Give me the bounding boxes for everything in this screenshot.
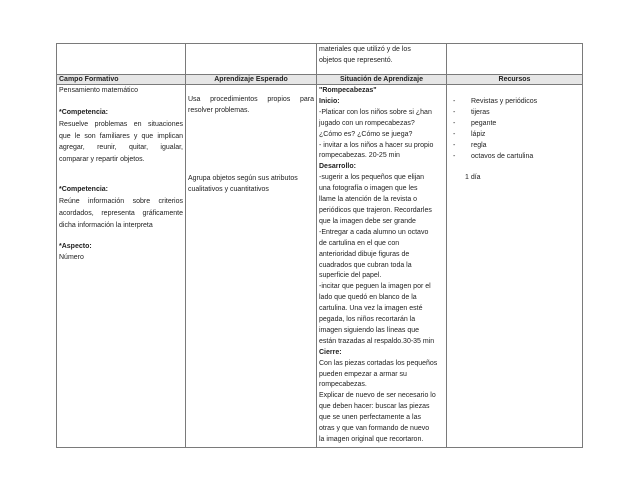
header-campo: Campo Formativo bbox=[57, 75, 186, 85]
continuation-cell-aprendizaje bbox=[186, 44, 317, 75]
aprendizaje-cell bbox=[186, 85, 317, 448]
aspecto-label: *Aspecto: bbox=[59, 243, 92, 251]
desarrollo-line: -incitar que peguen la imagen por el bbox=[319, 283, 431, 291]
desarrollo-line: -Entregar a cada alumno un octavo bbox=[319, 228, 429, 236]
situacion-title: "Rompecabezas" bbox=[319, 87, 377, 94]
campo-title: Pensamiento matemático bbox=[59, 87, 138, 94]
desarrollo-line: cuadrados que cubran toda la bbox=[319, 261, 412, 269]
cierre-line: Explicar de nuevo de ser necesario lo bbox=[319, 392, 436, 400]
cierre-line: que deben hacer: buscar las piezas bbox=[319, 403, 430, 411]
recurso-item: - lápiz bbox=[453, 130, 580, 141]
continuation-cell-situacion bbox=[317, 44, 447, 75]
recurso-item: - pegante bbox=[453, 119, 580, 130]
recurso-item: - Revistas y periódicos bbox=[453, 97, 580, 108]
recurso-item: - tijeras bbox=[453, 108, 580, 119]
continuation-row bbox=[57, 44, 583, 75]
aspecto-text: Número bbox=[59, 254, 84, 262]
cierre-line: la imagen original que recortaron. bbox=[319, 436, 424, 443]
header-aprendizaje: Aprendizaje Esperado bbox=[186, 75, 317, 85]
desarrollo-line: anterioridad dibuje figuras de bbox=[319, 250, 410, 258]
content-row bbox=[57, 85, 583, 448]
desarrollo-line: -sugerir a los pequeños que elijan bbox=[319, 174, 425, 182]
competencia-text: Reúne información sobre criterios acordados, representa gráficamente dicha información la interpreta bbox=[59, 197, 183, 229]
header-row bbox=[57, 75, 583, 85]
desarrollo-line: lado que quedó en blanco de la bbox=[319, 294, 417, 302]
aprendizaje-item: Usa procedimientos propios para resolver problemas. bbox=[188, 96, 314, 114]
inicio-line: - invitar a los niños a hacer su propio bbox=[319, 141, 434, 149]
campo-cell bbox=[57, 85, 186, 448]
desarrollo-line: están trazadas al respaldo.30-35 min bbox=[319, 337, 435, 345]
cierre-line: rompecabezas. bbox=[319, 381, 367, 389]
planning-page bbox=[56, 43, 582, 448]
continuation-line: objetos que representó. bbox=[319, 56, 393, 64]
lesson-plan-table bbox=[56, 43, 583, 448]
desarrollo-line: de cartulina en el que con bbox=[319, 239, 400, 247]
cierre-line: Con las piezas cortadas los pequeños bbox=[319, 359, 438, 367]
cierre-line: pueden empezar a armar su bbox=[319, 370, 407, 378]
recurso-item: - regla bbox=[453, 141, 580, 152]
desarrollo-line: que la imagen debe ser grande bbox=[319, 217, 416, 225]
aprendizaje-item: Agrupa objetos según sus atributos cualitativos y cuantitativos bbox=[188, 174, 298, 193]
situacion-cell bbox=[317, 85, 447, 448]
inicio-line: jugado con un rompecabezas? bbox=[319, 119, 415, 127]
desarrollo-line: imagen siguiendo las líneas que bbox=[319, 326, 420, 334]
inicio-line: ¿Cómo es? ¿Cómo se juega? bbox=[319, 130, 413, 138]
continuation-cell-recursos bbox=[447, 44, 583, 75]
competencia-label: *Competencia: bbox=[59, 186, 109, 193]
inicio-line: rompecabezas. 20-25 min bbox=[319, 152, 400, 160]
cierre-line: otras y que van formando de nuevo bbox=[319, 425, 430, 433]
desarrollo-line: superficie del papel. bbox=[319, 272, 382, 280]
inicio-label: Inicio: bbox=[319, 97, 340, 105]
header-recursos: Recursos bbox=[447, 75, 583, 85]
recursos-list bbox=[453, 97, 580, 162]
desarrollo-line: llame la atención de la revista o bbox=[319, 196, 418, 204]
competencia-text: Resuelve problemas en situaciones que le son familiares y que implican agregar, reunir, quitar, igualar, comparar y repartir objetos. bbox=[59, 120, 183, 164]
cierre-label: Cierre: bbox=[319, 348, 342, 356]
competencia-label: *Competencia: bbox=[59, 108, 109, 116]
desarrollo-label: Desarrollo: bbox=[319, 163, 356, 171]
desarrollo-line: una fotografía o imagen que les bbox=[319, 185, 418, 193]
inicio-line: -Platicar con los niños sobre si ¿han bbox=[319, 108, 432, 116]
desarrollo-line: periódicos que trajeron. Recordarles bbox=[319, 206, 432, 214]
continuation-line: materiales que utilizó y de los bbox=[319, 46, 411, 53]
header-situacion: Situación de Aprendizaje bbox=[317, 75, 447, 85]
desarrollo-line: cartulina. Una vez la imagen esté bbox=[319, 305, 423, 313]
continuation-cell-campo bbox=[57, 44, 186, 75]
desarrollo-line: pegada, los niños recortarán la bbox=[319, 316, 416, 324]
cierre-line: que se unen perfectamente a las bbox=[319, 414, 421, 422]
recursos-cell bbox=[447, 85, 583, 448]
duracion-text: 1 día bbox=[465, 174, 481, 182]
recurso-item: - octavos de cartulina bbox=[453, 152, 580, 163]
